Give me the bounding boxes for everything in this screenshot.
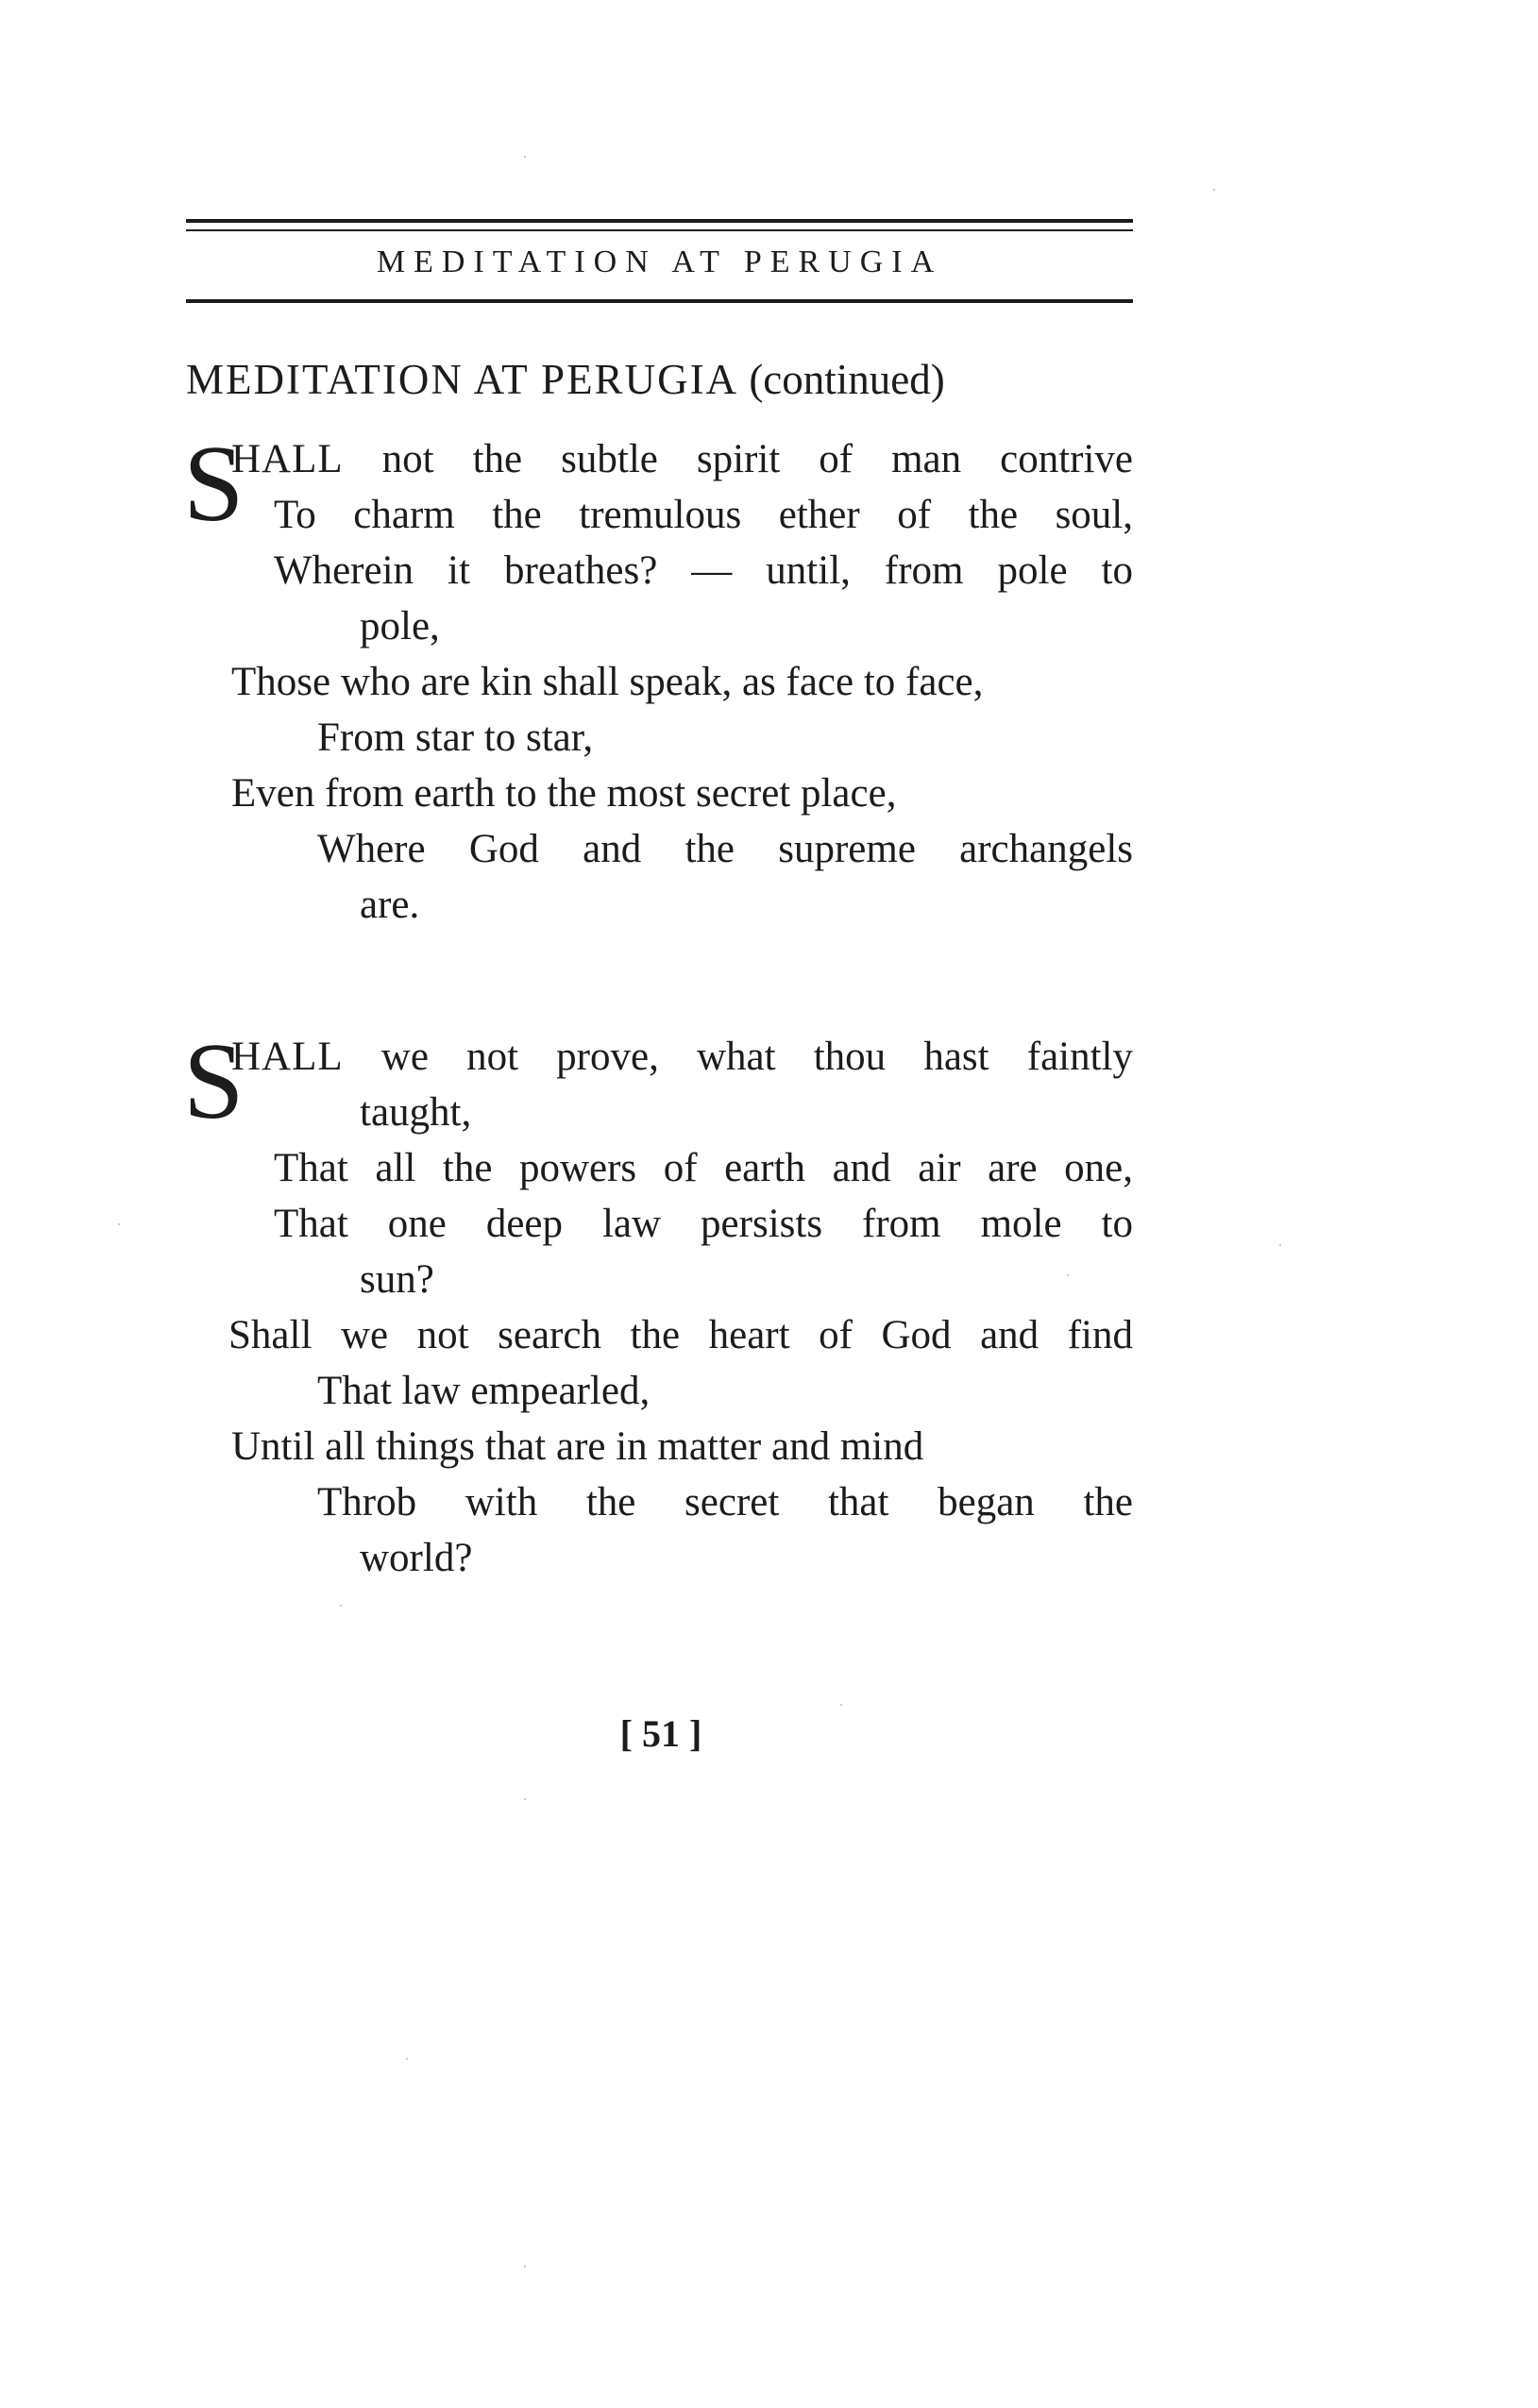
verse-line: [231, 1030, 1133, 1085]
verse-line: That one deep law persists from mole to: [274, 1202, 1133, 1246]
verse-line: Until all things that are in matter and mind: [231, 1424, 924, 1469]
paper-speck: [524, 2265, 526, 2267]
drop-cap: S: [183, 1021, 245, 1142]
verse-line: From star to star,: [317, 716, 594, 760]
first-word-rest: HALL: [231, 437, 344, 481]
paper-speck: [840, 1704, 842, 1706]
verse-line: That law empearled,: [317, 1369, 651, 1413]
verse-line: are.: [360, 883, 420, 927]
paper-speck: [118, 1223, 120, 1225]
verse-line: world?: [360, 1536, 473, 1580]
verse-line: Even from earth to the most secret place,: [231, 771, 897, 816]
header-rule: [186, 299, 1133, 303]
verse-line: [231, 432, 1133, 487]
verse-line: Shall we not search the heart of God and find: [228, 1313, 1133, 1357]
verse-line: That all the powers of earth and air are one,: [274, 1146, 1133, 1190]
first-line-text: not the subtle spirit of man contrive: [381, 437, 1134, 481]
verse-line: To charm the tremulous ether of the soul,: [274, 493, 1133, 537]
paper-speck: [406, 2058, 408, 2060]
poem-title-main: MEDITATION AT PERUGIA: [186, 356, 739, 403]
paper-speck: [340, 1605, 342, 1607]
verse-line: Throb with the secret that began the: [317, 1480, 1133, 1524]
running-head: MEDITATION AT PERUGIA: [376, 244, 943, 279]
paper-speck: [1279, 1244, 1281, 1246]
poem-title-suffix: (continued): [749, 356, 945, 403]
poem-title: [186, 351, 945, 408]
verse-line: Wherein it breathes? — until, from pole to: [274, 548, 1133, 593]
verse-line: taught,: [360, 1090, 472, 1135]
verse-line: pole,: [360, 604, 440, 648]
header-double-rule: [186, 219, 1133, 231]
first-line-text: we not prove, what thou hast faintly: [380, 1035, 1133, 1079]
paper-speck: [1213, 189, 1215, 191]
verse-line: Where God and the supreme archangels: [317, 827, 1133, 871]
paper-speck: [524, 156, 526, 158]
drop-cap: S: [183, 424, 245, 545]
paper-speck: [524, 1798, 526, 1800]
paper-speck: [1067, 1274, 1069, 1276]
verse-line: Those who are kin shall speak, as face to face,: [231, 660, 984, 704]
verse-line: sun?: [360, 1257, 434, 1302]
first-word-rest: HALL: [231, 1035, 344, 1079]
page-number: [ 51 ]: [619, 1712, 702, 1755]
